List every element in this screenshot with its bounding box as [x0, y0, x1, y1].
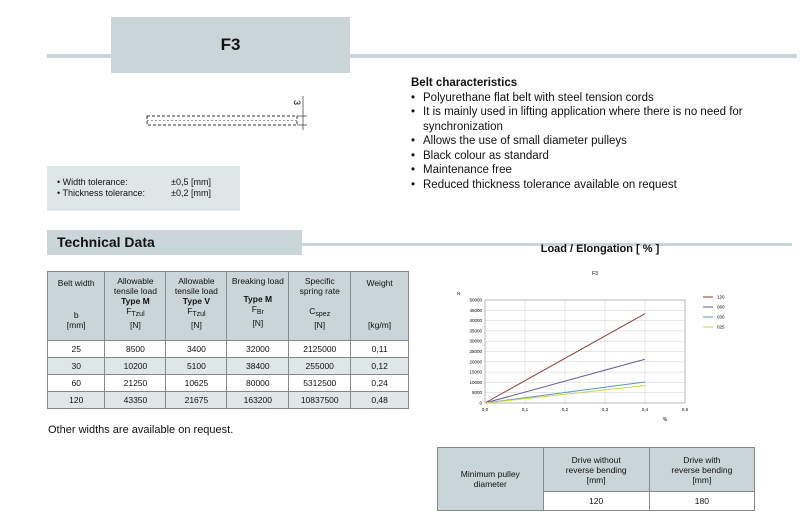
y-tick-label: 0	[479, 400, 482, 406]
legend-label: 025	[717, 324, 725, 330]
legend-label: 120	[717, 294, 725, 300]
y-tick-label: 20000	[469, 359, 482, 365]
header-tensile-m: Allowable tensile load Type M $F_{Tzul}$ [N]	[105, 272, 166, 341]
x-tick-label: 0,0	[481, 407, 489, 412]
x-tick-label: 0,2	[561, 407, 569, 412]
tolerance-value: ±0,5 [mm]	[171, 177, 211, 187]
header-tensile-v: Allowable tensile load Type V $F_{Tzul}$ [N]	[166, 272, 227, 341]
value-with-reverse: 180	[649, 492, 754, 511]
header-belt-width: Belt width b [mm]	[48, 272, 105, 341]
tolerance-label: • Thickness tolerance:	[57, 188, 146, 198]
y-tick-label: 25000	[469, 349, 482, 354]
y-tick-label: 15000	[469, 369, 482, 375]
legend-label: 060	[717, 304, 725, 310]
technical-data-heading: Technical Data	[47, 230, 302, 255]
header-with-reverse: Drive with reverse bending [mm]	[649, 448, 754, 492]
list-item: • Allows the use of small diameter pulleys	[411, 134, 796, 149]
availability-note: Other widths are available on request.	[48, 424, 234, 436]
header-breaking-load: Breaking load Type M $F_{Br}$ [N]	[227, 272, 289, 341]
value-without-reverse: 120	[543, 492, 649, 511]
y-tick-label: 35000	[469, 328, 482, 334]
table-row: 120 43350 21675 163200 10837500 0,48	[48, 392, 409, 409]
chart-subtitle: F3	[592, 271, 598, 277]
y-tick-label: 5000	[471, 390, 482, 396]
y-tick-label: 45000	[469, 307, 482, 313]
belt-characteristics	[411, 76, 796, 192]
x-tick-label: 0,1	[521, 407, 529, 412]
characteristics-list	[411, 91, 796, 193]
header-spring-rate: Specific spring rate $C_{spez}$ [N]	[289, 272, 351, 341]
characteristics-heading: Belt characteristics	[411, 77, 518, 89]
legend-label: 030	[717, 314, 725, 320]
pulley-label-cell: Minimum pulley diameter	[438, 448, 544, 511]
belt-cross-section-drawing	[145, 90, 315, 135]
chart-title: Load / Elongation [ % ]	[540, 243, 660, 255]
tolerance-value: ±0,2 [mm]	[171, 188, 211, 198]
list-item: • Polyurethane flat belt with steel tension cords	[411, 91, 796, 106]
x-tick-label: 0,4	[641, 407, 649, 412]
x-tick-label: 0,5	[681, 407, 689, 412]
tolerance-box	[47, 166, 240, 211]
y-tick-label: 50000	[469, 297, 482, 303]
header-without-reverse: Drive without reverse bending [mm]	[543, 448, 649, 492]
table-row: 30 10200 5100 38400 255000 0,12	[48, 358, 409, 375]
list-item: • Black colour as standard	[411, 149, 796, 164]
header-weight: Weight [kg/m]	[351, 272, 409, 341]
y-tick-label: 10000	[469, 379, 482, 385]
list-item: • Maintenance free	[411, 163, 796, 178]
y-tick-label: 30000	[469, 338, 482, 344]
technical-data-table	[47, 271, 409, 409]
pulley-diameter-table	[437, 447, 755, 511]
page-title: F3	[111, 17, 350, 73]
thickness-dimension-label: 3	[292, 100, 302, 106]
x-tick-label: 0,3	[601, 407, 609, 412]
table-header-row	[48, 272, 409, 341]
x-axis-label: %	[662, 417, 668, 423]
list-item: • Reduced thickness tolerance available on request	[411, 178, 796, 193]
y-axis-label: N	[457, 291, 461, 296]
list-item: • It is mainly used in lifting application where there is no need for synchronization	[411, 105, 796, 134]
tolerance-label: • Width tolerance:	[57, 177, 128, 187]
table-row: 25 8500 3400 32000 2125000 0,11	[48, 341, 409, 358]
table-row: 60 21250 10625 80000 5312500 0,24	[48, 375, 409, 392]
y-tick-label: 40000	[469, 318, 482, 324]
load-elongation-chart	[445, 263, 765, 433]
